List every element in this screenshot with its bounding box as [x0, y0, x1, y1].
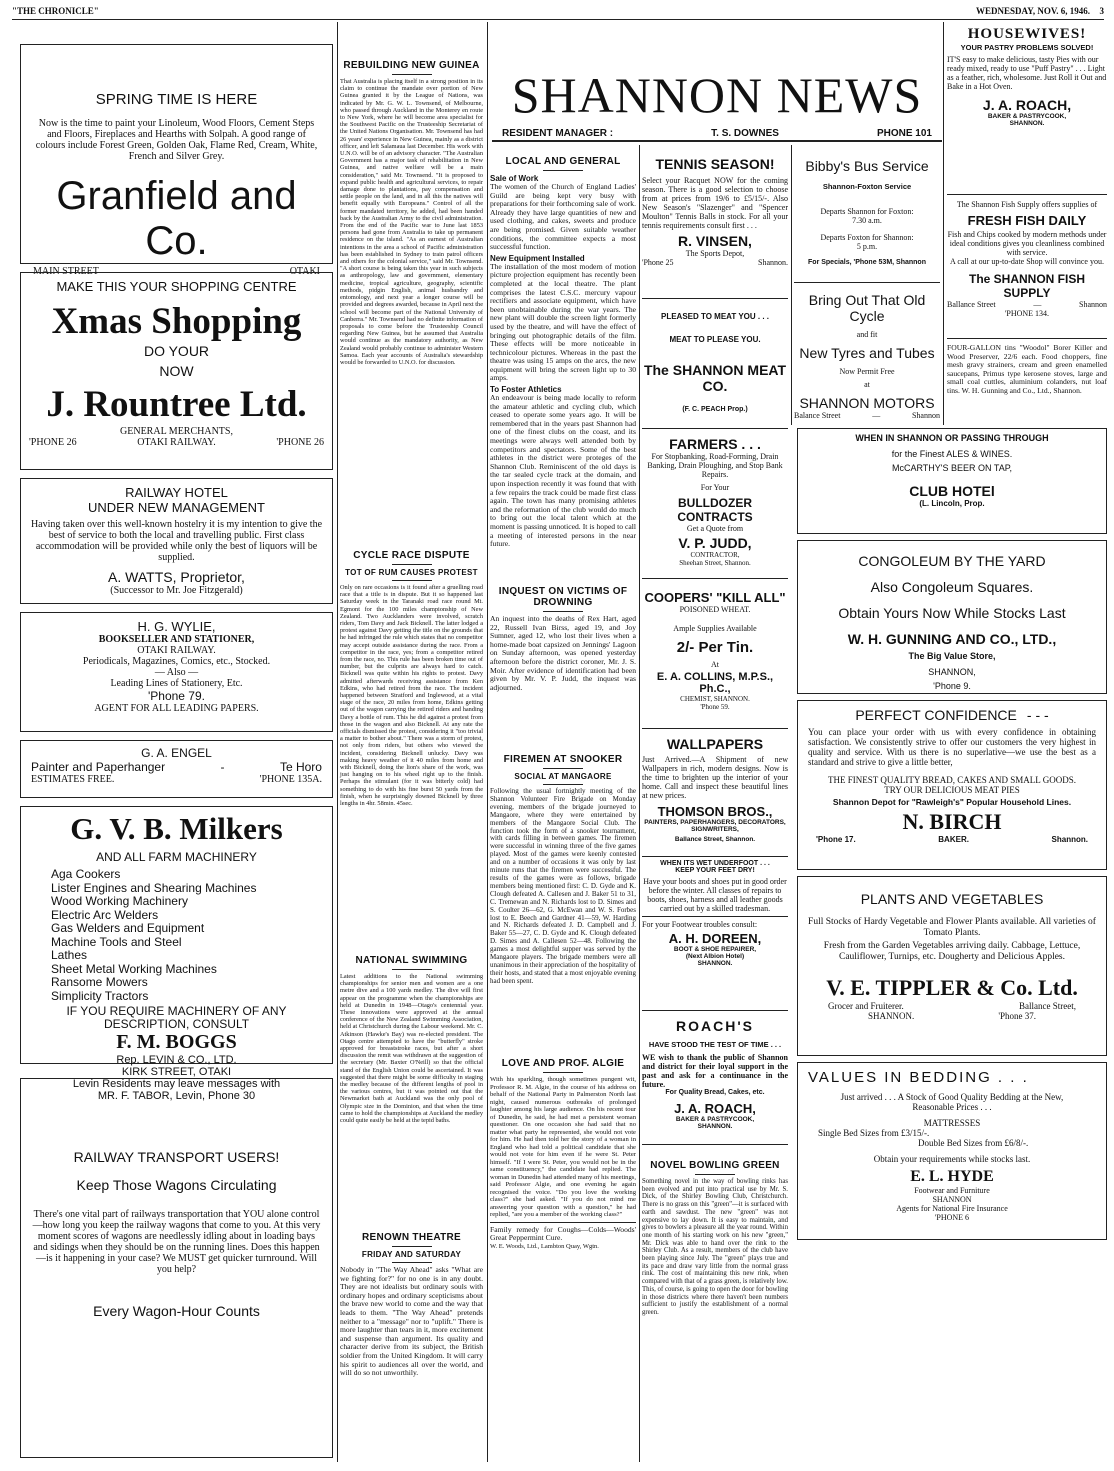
- congoleum-l2: Obtain Yours Now While Stocks Last: [838, 605, 1066, 621]
- coopers-at: At: [711, 660, 719, 669]
- hyde-s1: Footwear and Furniture: [914, 1186, 990, 1195]
- local-s1: Sale of Work: [490, 174, 539, 183]
- shannon-title: SHANNON NEWS: [511, 67, 923, 123]
- shannon-manager-label: RESIDENT MANAGER :: [502, 128, 614, 139]
- railway-head2: UNDER NEW MANAGEMENT: [88, 500, 265, 515]
- gvb-item: Aga Cookers: [51, 867, 121, 881]
- club-l2: for the Finest ALES & WINES.: [891, 449, 1013, 459]
- engel-phone: 'PHONE 135A.: [259, 774, 322, 785]
- farmers-head: FARMERS . . .: [669, 436, 761, 452]
- fish-big: FRESH FISH DAILY: [967, 213, 1087, 228]
- hyde-ad: [797, 1062, 1107, 1240]
- wylie-l7: AGENT FOR ALL LEADING PAPERS.: [94, 703, 259, 714]
- gvb-items: [29, 868, 324, 1003]
- bowling-head: NOVEL BOWLING GREEN: [650, 1160, 780, 1171]
- roach-name: J. A. ROACH,: [674, 1101, 756, 1116]
- railway-name: A. WATTS, Proprietor,: [108, 569, 245, 585]
- fish-phone: 'PHONE 134.: [1004, 309, 1050, 318]
- gvb-item: Machine Tools and Steel: [51, 934, 182, 949]
- wylie-l1: BOOKSELLER AND STATIONER,: [98, 634, 255, 645]
- roach-s1: BAKER & PASTRYCOOK,: [675, 1116, 755, 1123]
- roach-b2: For Quality Bread, Cakes, etc.: [665, 1089, 765, 1096]
- tennis-head: TENNIS SEASON!: [655, 156, 775, 172]
- article-inquest: [490, 586, 636, 754]
- article-novel-bowling: [642, 1160, 788, 1462]
- roach-body: WE wish to thank the public of Shannon and district for their loyal support in the past and ask for a continuance in the future.: [642, 1053, 788, 1089]
- motors-l4: at: [864, 380, 870, 389]
- engel-ad: [20, 740, 333, 798]
- congoleum-s1: The Big Value Store,: [908, 651, 996, 661]
- housewives-name: J. A. ROACH,: [982, 97, 1072, 113]
- masthead: [12, 4, 1104, 18]
- gvb-item: Lister Engines and Shearing Machines: [51, 880, 257, 895]
- rountree-phone-right: 'PHONE 26: [276, 437, 324, 448]
- congoleum-s3: 'Phone 9.: [933, 681, 971, 691]
- rountree-l1: DO YOUR: [143, 343, 210, 359]
- bibby-bus-ad: [794, 158, 940, 280]
- inquest-body: An inquest into the deaths of Rex Hart, aged 22, Russell Ivan Birss, aged 19, and Joy Sumner, aged 12, who lost their lives when a home-made boat capsized on Jennings' Lagoon on Sunday afternoon, was opened yesterday afternoon before the district coroner, Mr. J. S. Moir. After evidence of identification had been given by Mr. V. P. Judd, the inquest was adjourned.: [490, 614, 636, 692]
- meat-sub: (F. C. PEACH Prop.): [682, 406, 748, 413]
- gvb-ad: [20, 806, 333, 1102]
- wylie-l6: 'Phone 79.: [147, 689, 205, 703]
- doreen-name: A. H. DOREEN,: [668, 931, 762, 946]
- rountree-head: MAKE THIS YOUR SHOPPING CENTRE: [56, 279, 297, 294]
- congoleum-head: CONGOLEUM BY THE YARD: [858, 553, 1046, 569]
- granfield-head: SPRING TIME IS HERE: [95, 91, 258, 108]
- hyde-l4: Double Bed Sizes from £6/8/-.: [918, 1138, 1029, 1148]
- roach-head: ROACH'S: [676, 1018, 754, 1034]
- hyde-s2: SHANNON: [932, 1195, 972, 1204]
- algie-body: With his sparkling, though sometimes pungent wit, Professor R. M. Algie, in the course of his address on behalf of the National Party in Palmerston North last night, caused numerous outbreaks of prolonged laughter among his large audience. On his recent tour of Dunedin, he said, he had met a persistent woman questioner. On one occasion she had said that no matter what party he represented, she would not vote for him. He had then told her the story of a woman in England who had told a political candidate that she would not vote for him even if he were St. Peter himself. "If I were St. Peter, you would not be in the same constituency," the candidate had replied. The woman in Dunedin had attended many of his meetings, said Professor Algie, and one evening he again recognised the voice. "Do you love the working class?" she had asked. "If you do not mind me answering your question with a question," he had replied, "are you a member of the working class?": [490, 1076, 636, 1218]
- article-love-algie: [490, 1058, 636, 1462]
- bibby-l3: Departs Foxton for Shannon:: [820, 233, 914, 242]
- gvb-require: IF YOU REQUIRE MACHINERY OF ANY DESCRIPTION, CONSULT: [66, 1004, 287, 1031]
- gvb-item: Lathes: [51, 948, 88, 962]
- transport-body: There's one vital part of railways transportation that YOU alone control—how long you keep the railway wagons that come to you. At this very moment scores of wagons are needlessly idling about in loading bays and sidings when they should be on the running lines. Does this happen—is it happening in your case? We MUST get quicker turnround. Will you help?: [32, 1209, 321, 1275]
- local-b1: The women of the Church of England Ladies' Guild are being kept very busy with preparations for their forthcoming sale of work. Already they have large quantities of new and used clothing, and cakes, sweets and produce are being promised. Given suitable weather conditions, the committee expects a most successful function.: [490, 182, 636, 252]
- engel-trade: Painter and Paperhanger: [31, 760, 166, 774]
- rountree-name: J. Rountree Ltd.: [46, 384, 307, 425]
- congoleum-name: W. H. GUNNING AND CO., LTD.,: [847, 631, 1057, 647]
- wallpapers-name: THOMSON BROS.,: [657, 804, 773, 819]
- granfield-body: Now is the time to paint your Linoleum, Wood Floors, Cement Steps and Floors, Fireplaces and Hearths with Solpah. A good range of colours include Forest Green, Golden Oak, Flame Red, Cream, White, French and Silver Grey.: [35, 118, 318, 162]
- doreen-ad: [642, 860, 788, 996]
- wylie-l4: — Also —: [154, 667, 199, 678]
- wallpapers-s1: PAINTERS, PAPERHANGERS, DECORATORS, SIGNWRITERS,: [644, 819, 786, 833]
- transport-sub: Keep Those Wagons Circulating: [76, 1177, 277, 1193]
- birch-ad: [797, 700, 1107, 870]
- gvb-sub: AND ALL FARM MACHINERY: [96, 850, 257, 864]
- housewives-body: IT'S easy to make delicious, tasty Pies with our ready mixed, ready to use "Puff Pastry" . . . Light as a feather, rich, wholesome. Just Roll it Out and Bake in a Hot Oven.: [947, 55, 1107, 91]
- tippler-phone: 'Phone 37.: [998, 1011, 1036, 1021]
- engel-estimates: ESTIMATES FREE.: [31, 774, 115, 785]
- transport-foot: Every Wagon-Hour Counts: [93, 1303, 260, 1319]
- algie-head: LOVE AND PROF. ALGIE: [501, 1058, 625, 1069]
- meat-l2: MEAT TO PLEASE YOU.: [669, 335, 761, 344]
- hyde-s3: Agents for National Fire Insurance: [896, 1204, 1008, 1213]
- coopers-s1: CHEMIST, SHANNON.: [680, 695, 750, 703]
- tippler-l1: Grocer and Fruiterer.: [828, 1001, 904, 1011]
- tippler-head: PLANTS AND VEGETABLES: [860, 891, 1044, 907]
- gvb-levin1: Levin Residents may leave messages with: [72, 1078, 281, 1090]
- birch-dashes: - - -: [1026, 707, 1049, 723]
- rountree-sub: GENERAL MERCHANTS,: [120, 426, 233, 437]
- hyde-name: E. L. HYDE: [910, 1168, 994, 1185]
- wylie-l3: Periodicals, Magazines, Comics, etc., Stocked.: [82, 656, 271, 667]
- tennis-sub: The Sports Depot,: [685, 249, 745, 258]
- cycle-body: Only on rare occasions is it found after a gruelling road race that a title is in dispute. But it so happened last Saturday week in the Taranaki road race round Mt. Egmont for the 100 miles championship of New Zealand. Two Aucklanders were involved, scratch riders, Tom Davy and Jack Bicknell. The latter lodged a protest against Davy getting the title on the grounds that he had infringed the rule which states that no competitor may accept outside assistance during the race. From a competitor in the race, yes; from a competitor retired from the race, no. This rule has been broken time out of number, but the culprits are always hard to catch. Bicknell was quite within his rights to protest. Davy admitted afterwards receiving assistance from Ken Edkins, who had retired from the race. The incident happened between Stratford and Inglewood, at a vital stage of the race, 20 miles from home, Edkins getting out of the wagon carrying the retired riders and handing Davy a bottle of rum. This he did against a protest from those in the wagon and also Bicknell. At any rate the officials dismissed the protest, considering it "too trivial a matter to bother about." There was a storm of protest, not only from riders, but others who viewed the incident, considering Bicknell unlucky. Davy was making heavy weather of it 40 miles from home and with Bicknell, doing the lion's share of the work, was just hanging on to his wheel right up to the finish. Perhaps the stimulant (for it was bitterly cold) had something to do with his fine burst 50 yards from the finish, when he surprisingly downed Bicknell by three lengths in 4hr. 58min. 45sec.: [340, 584, 483, 808]
- rountree-phone-left: 'PHONE 26: [29, 437, 77, 448]
- article-renown-theatre: [340, 1232, 483, 1460]
- rountree-big: Xmas Shopping: [51, 301, 302, 342]
- tippler-town: SHANNON.: [868, 1011, 915, 1021]
- fish-supply-ad: [947, 200, 1107, 318]
- coopers-s2: 'Phone 59.: [700, 703, 730, 711]
- club-l3: McCARTHY'S BEER ON TAP,: [891, 463, 1013, 473]
- page-number: 3: [1099, 6, 1104, 16]
- fish-street: Ballance Street: [947, 300, 996, 309]
- algie-foot2: W. E. Woods, Ltd., Lambton Quay, Wgtn.: [490, 1242, 599, 1250]
- hyde-head: VALUES IN BEDDING . . .: [808, 1069, 1029, 1086]
- firemen-body: Following the usual fortnightly meeting of the Shannon Volunteer Fire Brigade on Monday evening, members of the brigade journeyed to Mangaore, where they were entertained by members of the Mangaore Social Club. The function took the form of a snooker tournament, with cards filling in between games. The firemen were successful in winning three of the five games played. Most of the games were keenly contested and on a number of occasions it was only by last minute runs that the firemen were successful. The results of the games were as follows, brigade members being mentioned first: C. D. Gyde and K. Clough defeated A. Callesen and J. Baker 51 to 31, C. Tremewan and N. Richards lost to D. Simes and S. Coulter 26—62, G. McEwan and W. S. Forbes lost to E. Beech and Gardner 41—59, W. Harding and N. Richards defeated J. D. Campbell and J. Baker 55—27, C. D. Gyde and K. Clough defeated D. Simes and A. Callesen 52—48. Following the games a most delightful supper was served by the Mangaore players. The brigade members were all unanimous in their appreciation of the hospitality of their hosts, and stated that a most enjoyable evening had been spent.: [490, 787, 636, 985]
- doreen-h2: KEEP YOUR FEET DRY!: [675, 867, 755, 874]
- birch-body: You can place your order with us with every confidence in obtaining satisfaction. We consistently strive to offer our customers the very highest in quality and service. With us there is no superlative—we use the best as a standard and strive to give a little better,: [808, 727, 1096, 767]
- fish-b3: A call at our up-to-date Shop will convince you.: [950, 257, 1104, 266]
- coopers-name: E. A. COLLINS, M.P.S., Ph.C.,: [656, 671, 774, 695]
- congoleum-s2: SHANNON,: [928, 667, 976, 677]
- railway-head1: RAILWAY HOTEL: [125, 485, 228, 500]
- renown-sub: FRIDAY AND SATURDAY: [361, 1250, 462, 1259]
- birch-l3: Shannon Depot for "Rawleigh's" Popular Household Lines.: [832, 797, 1072, 807]
- doreen-l1: For your Footwear troubles consult:: [642, 920, 758, 929]
- bibby-l2: 7.30 a.m.: [852, 216, 882, 225]
- coopers-sub: POISONED WHEAT.: [679, 605, 751, 614]
- gvb-boggs: F. M. BOGGS: [116, 1031, 237, 1053]
- congoleum-l1: Also Congoleum Squares.: [870, 579, 1034, 595]
- wylie-l5: Leading Lines of Stationery, Etc.: [110, 678, 243, 689]
- tippler-name: V. E. TIPPLER & Co. Ltd.: [826, 975, 1078, 1000]
- farmers-body: For Stopbanking, Road-Forming, Drain Banking, Drain Ploughing, and Stop Bank Repairs.: [647, 452, 783, 479]
- tennis-phone: 'Phone 25: [642, 258, 674, 267]
- granfield-name: Granfield and Co.: [56, 174, 297, 263]
- article-national-swimming: [340, 955, 483, 1225]
- birch-head: PERFECT CONFIDENCE: [855, 707, 1017, 723]
- granfield-ad: [20, 44, 333, 277]
- motors-dash: —: [872, 411, 881, 420]
- club-hotel-ad: [797, 428, 1107, 534]
- shannon-news-banner: [492, 67, 942, 139]
- roach-ad: [642, 1018, 788, 1148]
- doreen-body: Have your boots and shoes put in good order before the winter. All classes of repairs to boots, shoes, harness and all leather goods carried out by a skilled tradesman.: [643, 877, 787, 913]
- engel-name: G. A. ENGEL: [141, 746, 212, 760]
- farmers-s1: CONTRACTOR,: [690, 551, 740, 559]
- railway-body: Having taken over this well-known hostelry it is my intention to give the best of service to both the local and travelling public. First class accommodation will be provided while only the best of liquors will be supplied.: [30, 519, 323, 563]
- local-s2: New Equipment Installed: [490, 253, 585, 263]
- gunning-small-ad: [947, 344, 1107, 424]
- guinea-head: REBUILDING NEW GUINEA: [343, 60, 480, 71]
- wallpapers-head: WALLPAPERS: [666, 736, 764, 752]
- tennis-name: R. VINSEN,: [678, 233, 752, 249]
- gvb-item: Simplicity Tractors: [51, 988, 149, 1003]
- fish-town: Shannon: [1079, 300, 1107, 309]
- meat-l1: PLEASED TO MEAT YOU . . .: [660, 312, 769, 321]
- bowling-body: Something novel in the way of bowling rinks has been evolved and put into practical use by Mr. S. Dick, of the Shirley Bowling Club, Christchurch. There is no grass on this "green"—it is surfaced with earth and sawdust. The new "green" was not expensive to lay down. It is easy to maintain, and gives to bowlers a pleasure all the year round. Within one month of his starting work on his new "green," Mr. Dick was able to hand over the rink to the Shirley Club. As a result, members of the club have been playing since July. The "green" plays true and its pace and draw vary little from the normal grass rink. The cost of maintaining this new rink, when compared with that of a grass green, is relatively low. This, of course, is going to open the door for bowling in those districts where there haven't been numbers sufficient to justify the establishment of a normal green.: [642, 1178, 788, 1316]
- club-sub: (L. Lincoln, Prop.: [919, 499, 985, 508]
- tippler-ad: [797, 876, 1107, 1056]
- engel-dash: -: [220, 760, 225, 774]
- fish-name: The SHANNON FISH SUPPLY: [968, 272, 1085, 300]
- engel-town: Te Horo: [279, 760, 322, 774]
- rountree-address: OTAKI RAILWAY.: [137, 437, 216, 448]
- farmers-l2: BULLDOZER CONTRACTS: [677, 496, 753, 524]
- farmers-l3: Get a Quote from: [686, 524, 744, 533]
- housewives-sub: YOUR PASTRY PROBLEMS SOLVED!: [960, 43, 1094, 52]
- housewives-head: HOUSEWIVES!: [967, 26, 1087, 42]
- club-l1: WHEN IN SHANNON OR PASSING THROUGH: [855, 433, 1049, 443]
- gvb-rep: Rep. LEVIN & CO., LTD.: [116, 1054, 237, 1066]
- congoleum-ad: [797, 540, 1107, 694]
- article-new-guinea: [340, 60, 483, 550]
- doreen-h1: WHEN ITS WET UNDERFOOT . . .: [660, 860, 770, 867]
- wylie-ad: [20, 612, 333, 732]
- birch-name: N. BIRCH: [902, 809, 1002, 834]
- gvb-item: Electric Arc Welders: [51, 907, 159, 922]
- inquest-head: INQUEST ON VICTIMS OF DROWNING: [498, 586, 628, 608]
- wallpapers-s2: Ballance Street, Shannon.: [674, 836, 756, 843]
- guinea-body: That Australia is placing itself in a strong position in its claim to continue the mandate over portion of New Guinea granted it by the League of Nations, was indicated by Mr. G. W. L. Townsend, of Melbourne, who passed through Auckland in the Monterey en route to New York, where he will become area specialist for the Southwest Pacific on the Trusteeship Secretariat of the United Nations Organisation. Mr. Townsend has had 26 years' experience in New Guinea, mainly as a district officer, and left Salamaua last December. His work with U.N.O. will be of an advisory character. "The Australian Government has a major task of rehabilitation in New Guinea, and native welfare will be a main consideration," said Mr. Townsend. "It is proposed to expand public health and agricultural services, to repair damage done to plantations, pay compensation and settle people on the land, and in all this the natives will benefit equally with Europeans." Control of all the former mandated territory, he added, had been handed back by the Australian Army to the civil administration. From the end of the Pacific war to June last 1853 persons had gone from Australia to take up permanent residence on the island. "As an earnest of Australian intentions in the area a school of Pacific administration has been established in Sydney to train patrol officers and others for the colonial service," said Mr. Townsend. "A short course is being taken this year in such subjects as anthropology, law and government, elementary medicine, tropical agriculture, geography, scientific methods, pidgin English, animal husbandry and entomology, and next year a longer course will be provided and degrees awarded, because in April next the school will become part of the National University of Canberra." Mr. Townsend had no definite information of proposals to come before the Trusteeship Council regarding New Guinea, but he assumed that Australia would continue as the mandatory authority, as New Zealand would probably continue to administer Western Samoa. Each year accounts of Australia's stewardship would be forwarded to U.N.O. for discussion.: [340, 78, 483, 366]
- meat-co-ad: [642, 312, 788, 440]
- birch-trade: BAKER.: [938, 835, 969, 844]
- shannon-motors-ad: [794, 292, 940, 424]
- local-head: LOCAL AND GENERAL: [505, 156, 621, 167]
- local-b3: An endeavour is being made locally to reform the amateur athletic and cycling club, which ceased to operate some years ago. It will be remembered that in the years past Shannon had one of the finest clubs on the coast, and its meetings were always well attended both by competitors and spectators. Some of the best athletes in the district were proteges of the Shannon Club. Reminiscent of the old days is the tar sealed cycle track at the domain, and upon inspection recently it was found that with a few repairs the track could be made first class again. The town has many promising athletes and the reformation of the club would do much to bring out the local talent which at the moment is passing unnoticed. It is hoped to call a meeting of interested persons in the near future.: [490, 393, 636, 549]
- masthead-left: "THE CHRONICLE": [12, 6, 99, 16]
- motors-l2: New Tyres and Tubes: [799, 345, 935, 361]
- hyde-s4: 'PHONE 6: [934, 1213, 970, 1222]
- tennis-town: Shannon.: [758, 258, 788, 267]
- railway-sub: (Successor to Mr. Joe Fitzgerald): [110, 585, 243, 596]
- fish-dash: —: [1033, 300, 1042, 309]
- birch-l1: THE FINEST QUALITY BREAD, CAKES AND SMALL GOODS.: [828, 775, 1076, 785]
- wylie-l2: OTAKI RAILWAY.: [137, 645, 216, 656]
- article-firemen-snooker: [490, 754, 636, 1054]
- rountree-ad: [20, 272, 333, 470]
- birch-phone: 'Phone 17.: [816, 835, 856, 844]
- motors-town: Shannon: [911, 411, 940, 420]
- hyde-l2: MATTRESSES: [923, 1118, 981, 1128]
- tippler-body: Full Stocks of Hardy Vegetable and Flower Plants available. All varieties of Tomato Plants.: [808, 917, 1096, 938]
- birch-l2: TRY OUR DELICIOUS MEAT PIES: [884, 785, 1020, 795]
- granfield-street: MAIN STREET: [33, 266, 99, 277]
- gvb-item: Sheet Metal Working Machines: [51, 961, 217, 976]
- gunning-small-body: FOUR-GALLON tins "Woodol" Borer Killer and Wood Preserver, 22/6 each. Food choppers, fine mesh gravy strainers, cream and green enamelled saucepans, Primus type kerosene stoves, large and small coal cuttles, aluminium colanders, nut loaf tins. W. H. Gunning and Co., Ltd., Shannon.: [947, 343, 1107, 395]
- masthead-date: WEDNESDAY, NOV. 6, 1946.: [976, 6, 1090, 16]
- railway-hotel-ad: [20, 478, 333, 604]
- motors-l3: Now Permit Free: [839, 367, 895, 376]
- hyde-l1: Just arrived . . . A Stock of Good Quality Bedding at the New, Reasonable Prices . . .: [840, 1092, 1064, 1112]
- farmers-name: V. P. JUDD,: [678, 535, 752, 551]
- hyde-l3: Single Bed Sizes from £3/15/-.: [818, 1128, 930, 1138]
- doreen-s2: (Next Albion Hotel): [685, 953, 745, 960]
- wylie-name: H. G. WYLIE,: [137, 619, 216, 634]
- transport-ad: [20, 1078, 333, 1458]
- gvb-name: G. V. B. Milkers: [70, 811, 283, 846]
- fish-body: The Shannon Fish Supply offers supplies of: [956, 200, 1098, 209]
- housewives-ad: [947, 26, 1107, 198]
- coopers-head: COOPERS' "KILL ALL": [644, 590, 786, 605]
- bibby-l1: Departs Shannon for Foxton:: [820, 207, 914, 216]
- roach-s2: SHANNON.: [697, 1123, 733, 1130]
- tippler-street: Ballance Street,: [1019, 1001, 1076, 1011]
- doreen-s1: BOOT & SHOE REPAIRER,: [673, 946, 757, 953]
- gvb-item: Wood Working Machinery: [51, 894, 188, 908]
- shannon-manager-name: T. S. DOWNES: [711, 128, 779, 139]
- club-name: CLUB HOTEl: [909, 483, 995, 499]
- firemen-head: FIREMEN AT SNOOKER: [503, 754, 623, 765]
- motors-head: Bring Out That Old Cycle: [808, 292, 926, 324]
- renown-head: RENOWN THEATRE: [361, 1232, 461, 1243]
- coopers-ad: [642, 590, 788, 722]
- cycle-head: CYCLE RACE DISPUTE: [353, 550, 470, 561]
- coopers-price: 2/- Per Tin.: [676, 639, 754, 656]
- gvb-kirk: KIRK STREET, OTAKI: [121, 1066, 232, 1078]
- motors-name: SHANNON MOTORS: [799, 395, 935, 411]
- bibby-sub: Shannon-Foxton Service: [822, 182, 912, 191]
- doreen-s3: SHANNON.: [697, 960, 733, 967]
- shannon-phone: PHONE 101: [876, 128, 932, 139]
- birch-town: Shannon.: [1051, 835, 1088, 844]
- tennis-ad: [642, 156, 788, 296]
- hyde-l5: Obtain your requirements while stocks last.: [873, 1154, 1031, 1164]
- local-s3: To Foster Athletics: [490, 385, 562, 395]
- tennis-body: Select your Racquet NOW for the coming season. There is a good selection to choose from at prices from 19/6 to £5/15/-. Also New Season's "Slazenger" and "Spencer Moulton" Tennis Balls in stock. For all your tennis requirements consult first . . .: [642, 176, 788, 230]
- housewives-sub2: BAKER & PASTRYCOOK, SHANNON.: [987, 113, 1067, 127]
- swim-body: Latest additions to the National swimming championships for senior men and women are a one metre dive and a 100 yards medley. The dive will first appear on the programme when the championships are held at Dunedin in 1948—Otago's centennial year. These innovations were approved at the annual conference of the New Zealand Swimming Association, held at Christchurch during the Labour weekend. Mr. C. Atkinson (Hawke's Bay) was re-elected president. The Otago centre attempted to have the "butterfly" stroke approved for breaststroke races, but after a short discussion the remit was withdrawn at the suggestion of the secretary (Mr. Baxter O'Neill) so that the official stand of the English Union could be ascertained. It was suggested that there might be some difficulty in staging the medley because of the different lengths of pool in the various centres, but it was pointed out that the Newmarket bath at Auckland was the only pool of Olympic size in the Dominion, and that when the time came to hold the championships at Auckland the medley could quite easily be held at the tepid baths.: [340, 973, 483, 1125]
- motors-street: Balance Street: [794, 411, 841, 420]
- transport-head: RAILWAY TRANSPORT USERS!: [73, 1149, 280, 1165]
- wallpapers-body: Just Arrived.—A Shipment of new Wallpapers in rich, modern designs. Now is the time to brighten up the interior of your home. Call and inspect these beautiful lines at new prices.: [642, 755, 788, 800]
- tippler-b2: Fresh from the Garden Vegetables arriving daily. Cabbage, Lettuce, Cauliflower, Turnips, etc. Dougherty and Delicious Apples.: [823, 941, 1081, 962]
- gvb-levin2: MR. F. TABOR, Levin, Phone 30: [97, 1090, 256, 1102]
- fish-b2: Fish and Chips cooked by modern methods under ideal conditions gives you cleanliness combined with service.: [947, 230, 1107, 257]
- local-b2: The installation of the most modern of motion picture projection equipment has recently been completed at the local theatre. The plant comprises the latest C.S.C. mercury vapour rectifiers and associate equipment, which have been unobtainable during the war years. The new plant will double the screen light formerly used by the theatre, and will have the effect of bringing out photographic details of the film. These effects will be more noticeable in technicolour pictures. Whereas in the past the theatre was using 15 amps on the arcs, the new equipment will bring the screen light up to 30 amps.: [490, 261, 636, 383]
- farmers-l1: For Your: [700, 483, 730, 492]
- farmers-s2: Sheehan Street, Shannon.: [679, 559, 751, 567]
- coopers-l1: Ample Supplies Available: [673, 624, 757, 633]
- rountree-l2: NOW: [159, 363, 194, 379]
- algie-foot: Family remedy for Coughs—Colds—Woods' Great Peppermint Cure.: [490, 1224, 636, 1243]
- bibby-l5: For Specials, 'Phone 53M, Shannon: [808, 259, 926, 266]
- bibby-l4: 5 p.m.: [856, 242, 878, 251]
- cycle-sub: TOT OF RUM CAUSES PROTEST: [345, 568, 478, 577]
- motors-l1: and fit: [856, 330, 878, 339]
- article-local-general: [490, 156, 636, 586]
- granfield-town: OTAKI: [289, 266, 320, 277]
- gvb-item: Ransome Mowers: [51, 975, 148, 989]
- firemen-sub: SOCIAL AT MANGAORE: [514, 772, 612, 781]
- gvb-item: Gas Welders and Equipment: [51, 921, 205, 935]
- farmers-ad: [642, 436, 788, 576]
- swim-head: NATIONAL SWIMMING: [355, 955, 468, 966]
- wallpapers-ad: [642, 736, 788, 854]
- article-cycle-race: [340, 550, 483, 955]
- meat-name: The SHANNON MEAT CO.: [643, 362, 787, 394]
- bibby-head: Bibby's Bus Service: [805, 158, 929, 174]
- renown-body: Nobody in "The Way Ahead" asks "What are we fighting for?" for no one is in any doubt. They are not idealists but ordinary souls with ordinary hopes and ordinary scepticisms about the brave new world to come and the way that leads to them. "The Way Ahead" pretends neither to a "message" nor to "uplift." There is more laughter than tears in it, more excitement and suspense than argument. Its quality and character derive from its subject, the British soldier from the United Kingdom. It will carry his spirit to audiences all over the world, and will do so not unworthily.: [340, 1265, 483, 1378]
- roach-sub: HAVE STOOD THE TEST OF TIME . . .: [648, 1040, 782, 1049]
